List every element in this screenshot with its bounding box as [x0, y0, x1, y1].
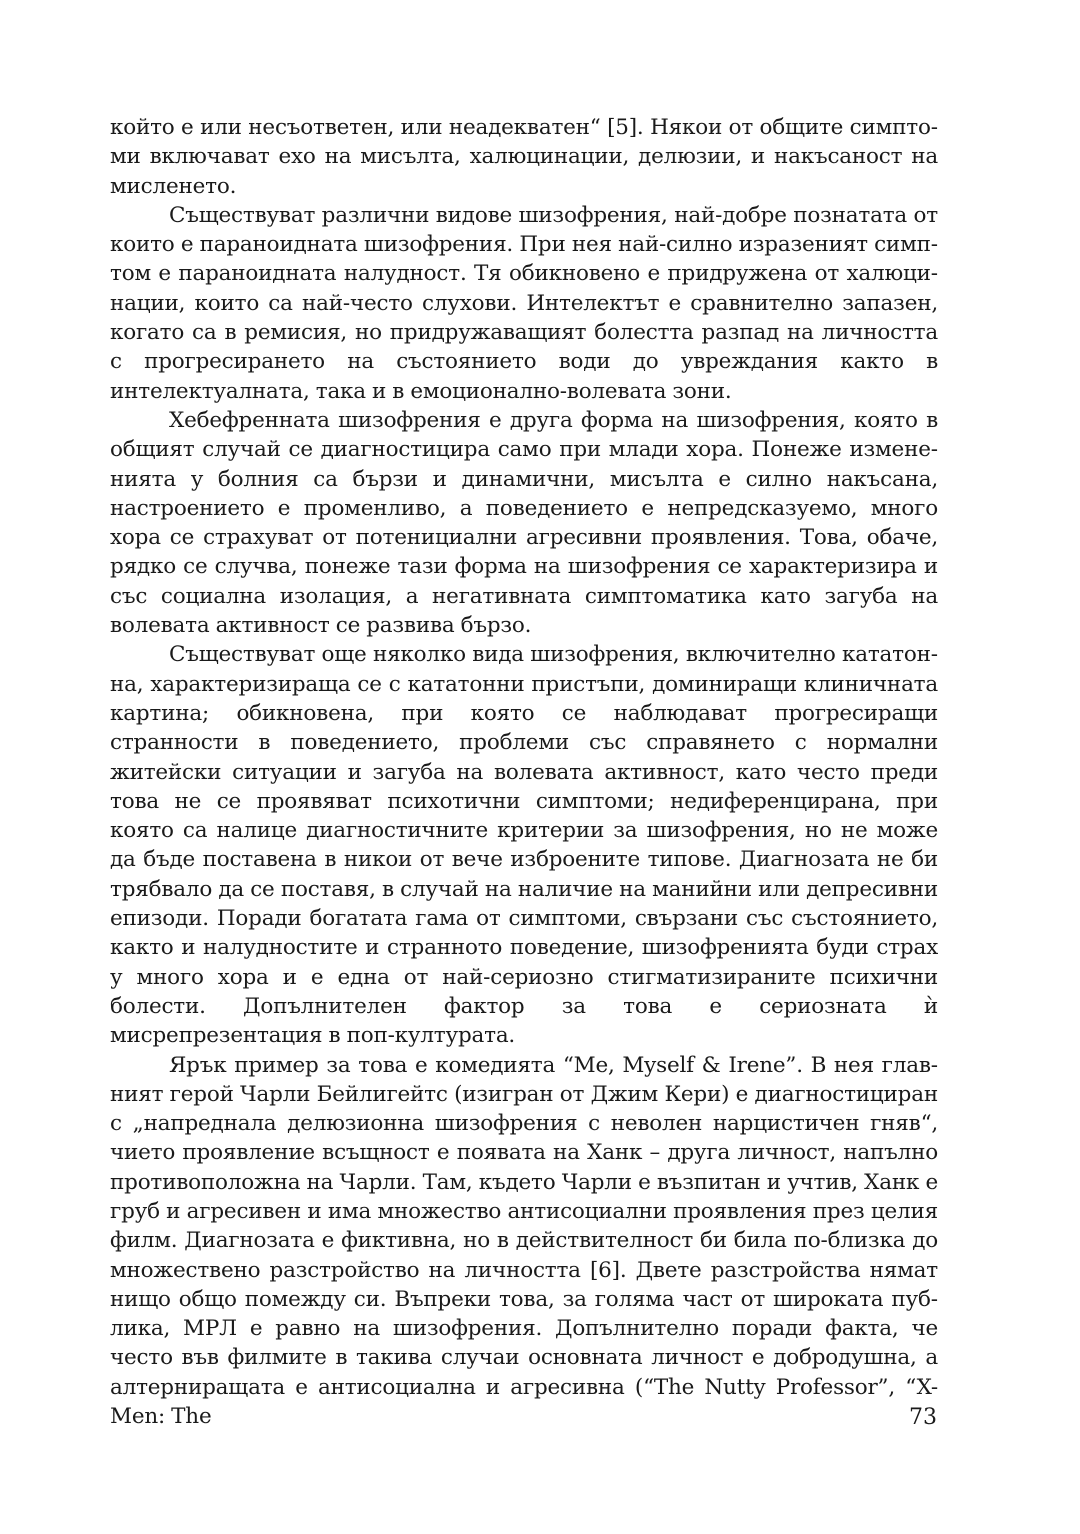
paragraph-3: Хебефренната шизофрения е друга форма на шизофрения, която в общият случай се диагностицира само при млади хора. Понеже измененията у болния са бързи и динамични, мисълта е силно накъсана, настроението е променливо, а поведението е непредсказуемо, много хора се страхуват от потенициални агресивни проявления. Това, обаче, рядко се случва, понеже тази форма на шизофрения се характеризира и със социална изолация, а негативната симптоматика като загуба на волевата активност се развива бързо.: [110, 407, 938, 639]
page-number: 73: [909, 1405, 937, 1430]
paragraph-2: Съществуват различни видове шизофрения, най-добре познатата от които е параноидната шизофрения. При нея най-силно изразеният симптом е параноидната налудност. Тя обикновено е придружена от халюцинации, които са най-често слухови. Интелектът е сравнително запазен, когато са в ремисия, но придружаващият болестта разпад на личността с прогресирането на състоянието води до увреждания както в интелектуалната, така и в емоционално-волевата зони.: [110, 202, 938, 404]
page-body: [110, 113, 938, 1431]
paragraph-5: Ярък пример за това е комедията “Me, Myself & Irene”. В нея главният герой Чарли Бейлигейтс (изигран от Джим Кери) е диагностициран с „напреднала делюзионна шизофрения с неволен нарцистичен гняв“, чието проявление всъщност е появата на Ханк – друга личност, напълно противоположна на Чарли. Там, където Чарли е възпитан и учтив, Ханк е груб и агресивен и има множество антисоциални проявления през целия филм. Диагнозата е фиктивна, но в действителност би била по-близка до множествено разстройство на личността [6]. Двете разстройства нямат нищо общо помежду си. Въпреки това, за голяма част от широката публика, МРЛ е равно на шизофрения. Допълнително поради факта, че често във филмите в такива случаи основната личност е добродушна, а алтерниращата е антисоциална и агресивна (“The Nutty Professor”, “X-Men: The: [110, 1052, 938, 1430]
paragraph-1: който е или несъответен, или неадекватен“ [5]. Някои от общите симптоми включават ехо на мисълта, халюцинации, делюзии, и накъсаност на мисленето.: [110, 115, 938, 199]
paragraph-4: Съществуват още няколко вида шизофрения, включително кататонна, характеризираща се с кататонни пристъпи, доминиращи клиничната картина; обикновена, при която се наблюдават прогресиращи странности в поведението, проблеми със справянето с нормални житейски ситуации и загуба на волевата активност, като често преди това не се проявяват психотични симптоми; недиференцирана, при която са налице диагностичните критерии за шизофрения, но не може да бъде поставена в никои от вече изброените типове. Диагнозата не би трябвало да се поставя, в случай на наличие на манийни или депресивни епизоди. Поради богатата гама от симптоми, свързани със състоянието, както и налудностите и странното поведение, шизофренията буди страх у много хора и е една от най-сериозно стигматизираните психични болести. Допълнителен фактор за това е сериозната ѝ мисрепрезентация в поп-културата.: [110, 642, 938, 1049]
